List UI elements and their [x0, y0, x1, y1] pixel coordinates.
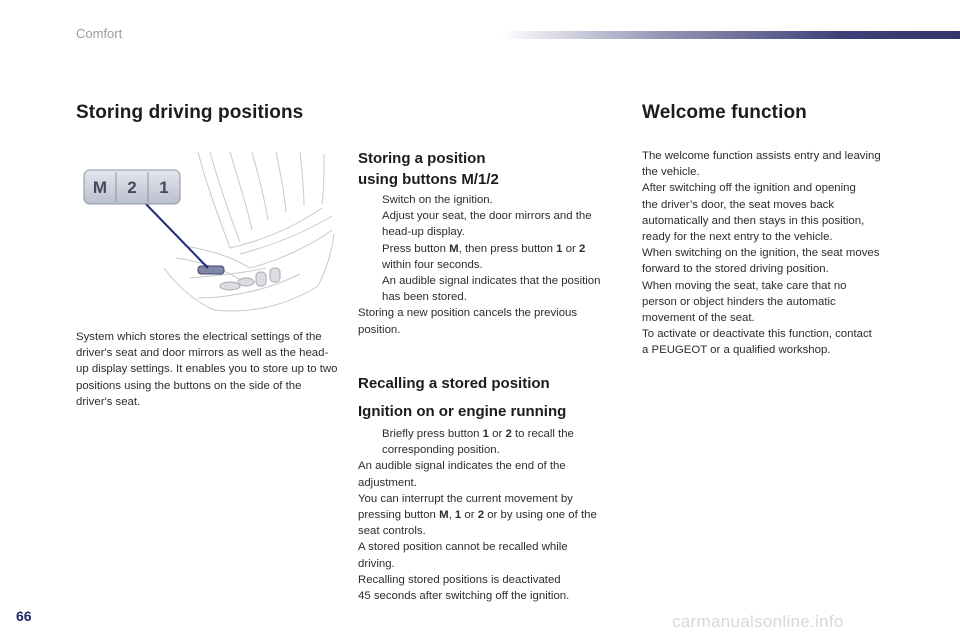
recall-line: driving. — [358, 557, 395, 570]
storing-steps — [358, 192, 628, 338]
cancel-note-line: position. — [358, 323, 401, 336]
storing-positions-title: Storing driving positions — [76, 102, 304, 123]
step-text: Adjust your seat, the door mirrors and the — [382, 210, 592, 223]
step-text: An audible signal indicates that the position — [382, 275, 601, 288]
welcome-paragraph — [642, 148, 922, 359]
ignition-title: Ignition on or engine running — [358, 403, 567, 420]
storing-section — [358, 148, 618, 190]
welcome-line: The welcome function assists entry and leaving — [642, 150, 881, 162]
step-text: Briefly press button 1 or 2 to recall the — [382, 428, 574, 440]
recall-line: An audible signal indicates the end of the — [358, 460, 566, 473]
welcome-line: person or object hinders the automatic — [642, 295, 836, 308]
welcome-line: the driver’s door, the seat moves back — [642, 198, 835, 211]
recall-line: pressing button M, 1 or 2 or by using one of the — [358, 509, 597, 522]
storing-title-line2: using buttons M/1/2 — [358, 171, 499, 188]
recall-line: You can interrupt the current movement by — [358, 492, 573, 505]
recall-line: 45 seconds after switching off the ignition. — [358, 590, 570, 603]
welcome-line: movement of the seat. — [642, 312, 755, 325]
recall-title: Recalling a stored position — [358, 375, 550, 392]
step-text: corresponding position. — [382, 444, 500, 457]
memory-button-m-label: M — [92, 178, 108, 197]
welcome-line: When switching on the ignition, the seat moves — [642, 247, 880, 260]
storing-title-line1: Storing a position — [358, 150, 486, 167]
welcome-line: forward to the stored driving position. — [642, 263, 829, 276]
welcome-line: the vehicle. — [642, 166, 700, 179]
step-item — [358, 426, 628, 458]
welcome-line: automatically and then stays in this position, — [642, 214, 865, 227]
seat-illustration — [80, 150, 336, 316]
step-text: has been stored. — [382, 291, 467, 304]
watermark: carmanualsonline.info — [672, 612, 844, 631]
welcome-line: a PEUGEOT or a qualified workshop. — [642, 344, 831, 357]
step-item — [358, 208, 628, 240]
step-item — [358, 192, 628, 208]
recall-line: seat controls. — [358, 525, 426, 538]
memory-button-2-label: 2 — [127, 178, 137, 197]
step-text: Press button M, then press button 1 or 2 — [382, 242, 586, 255]
recall-steps — [358, 426, 628, 604]
step-text: Switch on the ignition. — [382, 194, 493, 206]
step-item — [358, 241, 628, 306]
welcome-line: ready for the next entry to the vehicle. — [642, 231, 833, 244]
intro-paragraph: System which stores the electrical settings of the driver's seat and door mirrors as well as the head-up display settings. It enables you to store up to two positions using the buttons on the side of the driver's seat. — [76, 331, 338, 408]
memory-button-1-label: 1 — [159, 178, 169, 197]
page-number: 66 — [16, 608, 32, 624]
cancel-note-line: Storing a new position cancels the previous — [358, 307, 578, 320]
recall-line: A stored position cannot be recalled while — [358, 541, 568, 554]
header-gradient-bar — [500, 31, 960, 39]
step-text: within four seconds. — [382, 258, 483, 271]
welcome-line: After switching off the ignition and opening — [642, 182, 856, 195]
step-text: head-up display. — [382, 226, 465, 239]
welcome-line: When moving the seat, take care that no — [642, 279, 847, 292]
welcome-line: To activate or deactivate this function, contact — [642, 328, 872, 341]
section-label: Comfort — [76, 26, 123, 41]
recall-line: Recalling stored positions is deactivated — [358, 573, 561, 586]
recall-line: adjustment. — [358, 476, 417, 489]
welcome-function-title: Welcome function — [642, 102, 807, 123]
